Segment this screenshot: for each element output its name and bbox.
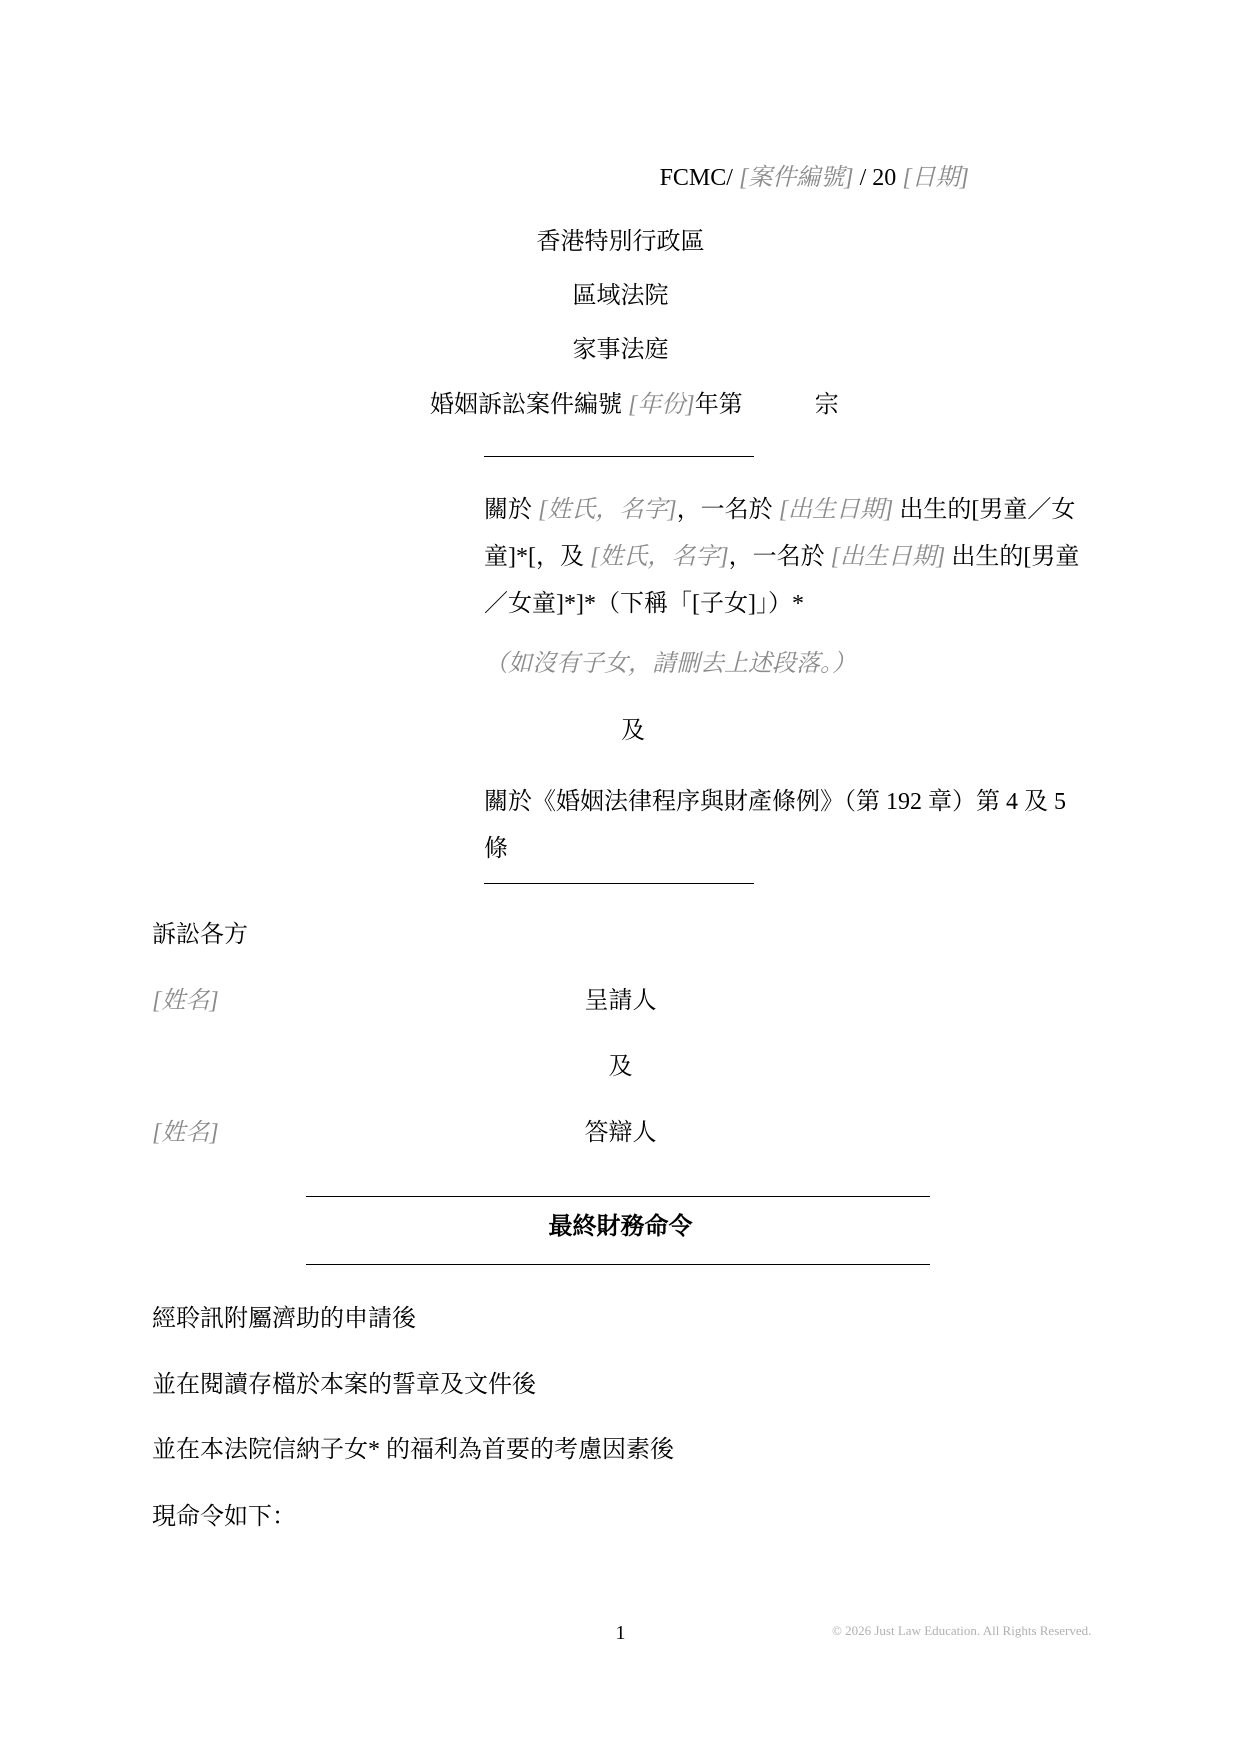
matter-suffix: 宗 bbox=[814, 392, 839, 418]
matter-prefix: 婚姻訴訟案件編號 bbox=[430, 392, 628, 418]
child2-name-placeholder: [姓氏，名字] bbox=[589, 544, 729, 570]
petitioner-label: 呈請人 bbox=[584, 988, 657, 1014]
order-title-rule-bottom bbox=[306, 1264, 930, 1265]
recital-affidavits: 並在閱讀存檔於本案的誓章及文件後 bbox=[152, 1372, 536, 1398]
case-reference bbox=[660, 161, 969, 195]
year-placeholder: [年份] bbox=[628, 392, 695, 418]
page-number: 1 bbox=[615, 1622, 626, 1644]
child1-name-placeholder: [姓氏，名字] bbox=[538, 497, 677, 523]
order-title: 最終財務命令 bbox=[548, 1214, 693, 1240]
case-number-placeholder: [案件編號] bbox=[738, 165, 854, 191]
petitioner-name-placeholder: [姓名] bbox=[152, 988, 219, 1014]
recital-order: 現命令如下： bbox=[152, 1504, 296, 1530]
title-rule-top bbox=[484, 456, 754, 457]
parties-and: 及 bbox=[608, 1054, 633, 1080]
respondent-name-placeholder: [姓名] bbox=[152, 1120, 219, 1146]
date-placeholder: [日期] bbox=[902, 165, 969, 191]
order-title-rule-top bbox=[306, 1196, 930, 1197]
matter-mid: 年第 bbox=[694, 392, 743, 418]
child2-dob-placeholder: [出生日期] bbox=[830, 544, 946, 570]
court-division: 家事法庭 bbox=[572, 337, 669, 363]
title-rule-bottom bbox=[484, 883, 754, 884]
copyright-notice: © 2026 Just Law Education. All Rights Reserved. bbox=[832, 1623, 1092, 1638]
statute-reference: 關於《婚姻法律程序與財產條例》（第 192 章）第 4 及 5 條 bbox=[484, 789, 1066, 862]
parties-heading: 訴訟各方 bbox=[152, 922, 248, 948]
recital-welfare: 並在本法院信納子女* 的福利為首要的考慮因素後 bbox=[152, 1437, 674, 1463]
recital-hearing: 經聆訊附屬濟助的申請後 bbox=[152, 1306, 416, 1332]
respondent-label: 答辯人 bbox=[584, 1120, 657, 1146]
court-region: 香港特別行政區 bbox=[536, 229, 705, 255]
matter-case-number bbox=[430, 388, 839, 422]
year-separator: / 20 bbox=[853, 165, 903, 191]
delete-instruction-note: （如沒有子女，請刪去上述段落。） bbox=[484, 651, 856, 677]
child1-dob-placeholder: [出生日期] bbox=[778, 497, 894, 523]
court-name: 區域法院 bbox=[572, 283, 669, 309]
case-prefix: FCMC/ bbox=[659, 165, 739, 191]
children-paragraph: 關於 [姓氏，名字]，一名於 [出生日期] 出生的[男童／女童]*[，及 [姓氏，名字]，一名於 [出生日期] 出生的[男童／女童]*]*（下稱「[子女]」）* bbox=[484, 497, 1080, 617]
conjunction-and: 及 bbox=[621, 718, 645, 744]
